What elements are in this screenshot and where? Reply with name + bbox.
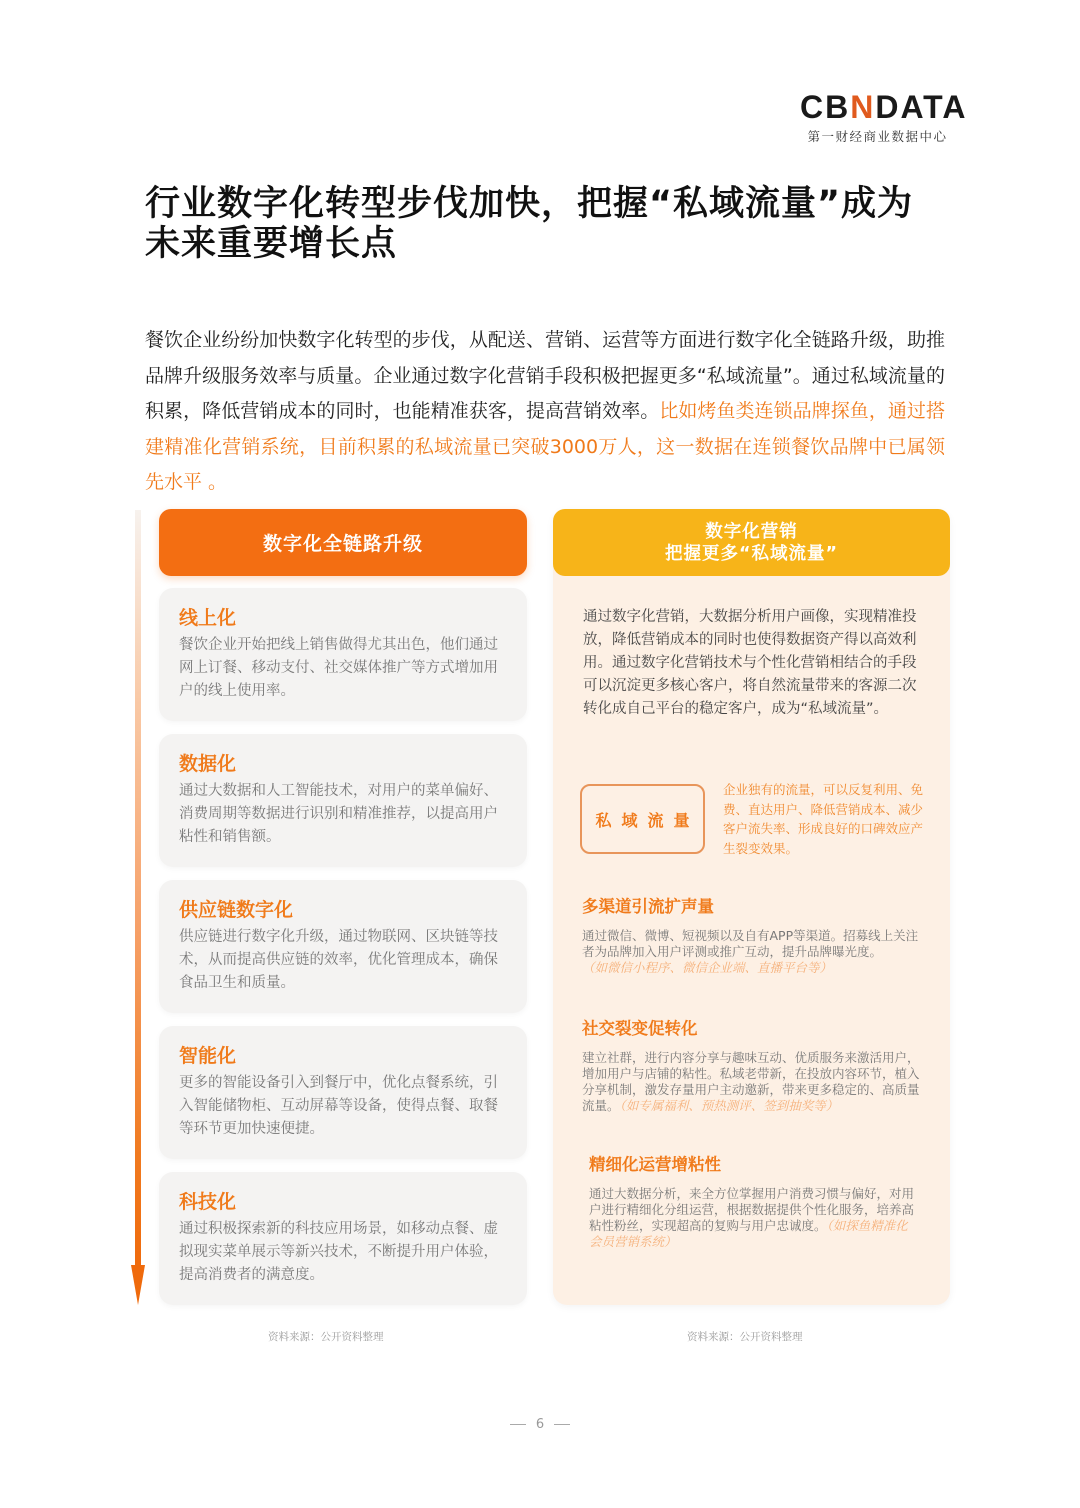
- step-title: 供应链数字化: [179, 899, 294, 921]
- divider: [510, 1424, 526, 1425]
- step-desc: 通过积极探索新的科技应用场景，如移动点餐、虚拟现实菜单展示等新兴技术，不断提升用户体验，提高消费者的满意度。: [179, 1221, 498, 1283]
- intro-text: 餐饮企业纷纷加快数字化转型的步伐，从配送、营销、运营等方面进行数字化全链路升级，助推品牌升级服务效率与质量。企业通过数字化营销手段积极把握更多“私域流量”。通过私域流量的积累，降低营销成本的同时，也能精准获客，提高营销效率。: [145, 329, 945, 422]
- section-example: （如探鱼精准化会员营销系统）: [589, 1218, 908, 1249]
- section-desc-text: 通过大数据分析，来全方位掌握用户消费习惯与偏好，对用户进行精细化分组运营，根据数据提供个性化服务，培养高粘性粉丝，实现超高的复购与用户忠诚度。: [589, 1186, 915, 1233]
- divider: [554, 1424, 570, 1425]
- digital-marketing-header: [553, 509, 950, 576]
- step-title: 智能化: [179, 1045, 237, 1067]
- page-number-value: 6: [535, 1417, 545, 1432]
- title-line-2: 未来重要增长点: [145, 224, 398, 264]
- step-card-online: [159, 588, 527, 721]
- digital-chain-header: 数字化全链路升级: [159, 509, 527, 576]
- section-fine-operation: [589, 1154, 919, 1250]
- section-title: 精细化运营增粘性: [589, 1155, 721, 1174]
- brand-logo: [800, 89, 968, 145]
- arrow-down-icon: [131, 1265, 145, 1305]
- logo-prefix: CB: [800, 89, 851, 125]
- section-desc-text: 通过微信、微博、短视频以及自有APP等渠道。招募线上关注者为品牌加入用户评测或推广互动，提升品牌曝光度。: [582, 928, 919, 959]
- header-line-2: 把握更多“私域流量”: [664, 543, 838, 564]
- step-card-technology: [159, 1172, 527, 1305]
- marketing-intro: 通过数字化营销，大数据分析用户画像，实现精准投放，降低营销成本的同时也使得数据资产得以高效利用。通过数字化营销技术与个性化营销相结合的手段可以沉淀更多核心客户，将自然流量带来的客源二次转化成自己平台的稳定客户，成为“私域流量”。: [583, 609, 917, 717]
- step-desc: 供应链进行数字化升级，通过物联网、区块链等技术，从而提高供应链的效率，优化管理成本，确保食品卫生和质量。: [179, 929, 498, 991]
- right-source-note: 资料来源：公开资料整理: [687, 1331, 803, 1343]
- header-line-1: 数字化营销: [705, 521, 798, 542]
- section-title: 社交裂变促转化: [582, 1019, 698, 1038]
- page-number: [0, 1417, 1080, 1432]
- section-example: （如微信小程序、微信企业端、直播平台等）: [582, 960, 833, 975]
- section-desc: [582, 928, 927, 976]
- section-multichannel: [582, 896, 927, 976]
- section-desc-text: 建立社群，进行内容分享与趣味互动、优质服务来激活用户，增加用户与店铺的粘性。私域老带新，在投放内容环节，植入分享机制，激发存量用户主动邀新，带来更多稳定的、高质量流量。: [582, 1050, 920, 1113]
- logo-mark-icon: N: [850, 89, 876, 125]
- step-desc: 餐饮企业开始把线上销售做得尤其出色，他们通过网上订餐、移动支付、社交媒体推广等方式增加用户的线上使用率。: [179, 637, 498, 699]
- section-desc: [582, 1050, 927, 1114]
- private-traffic-desc: 企业独有的流量，可以反复利用、免费、直达用户、降低营销成本、减少客户流失率、形成良好的口碑效应产生裂变效果。: [723, 782, 924, 856]
- step-title: 数据化: [179, 753, 237, 775]
- section-social-fission: [582, 1018, 927, 1114]
- timeline-bar: [135, 510, 141, 1270]
- intro-highlight: 比如烤鱼类连锁品牌探鱼，通过搭建精准化营销系统，目前积累的私域流量已突破3000万人，这一数据在连锁餐饮品牌中已属领先水平 。: [145, 400, 945, 493]
- section-title: 多渠道引流扩声量: [582, 897, 714, 916]
- logo-subtitle: 第一财经商业数据中心: [807, 129, 948, 144]
- step-card-intelligent: [159, 1026, 527, 1159]
- step-title: 线上化: [179, 607, 237, 629]
- title-line-1: 行业数字化转型步伐加快，把握“私域流量”成为: [145, 184, 914, 224]
- step-desc: 更多的智能设备引入到餐厅中，优化点餐系统，引入智能储物柜、互动屏幕等设备，使得点餐、取餐等环节更加快速便捷。: [179, 1075, 498, 1137]
- intro-paragraph: [145, 323, 945, 501]
- digital-chain-column: [159, 509, 527, 1305]
- logo-suffix: DATA: [875, 89, 968, 125]
- step-desc: 通过大数据和人工智能技术，对用户的菜单偏好、消费周期等数据进行识别和精准推荐，以提高用户粘性和销售额。: [179, 783, 498, 845]
- section-desc: [589, 1186, 919, 1250]
- section-example: （如专属福利、预热测评、签到抽奖等）: [619, 1098, 839, 1113]
- timeline-arrow: [131, 510, 145, 1310]
- digital-marketing-panel: [553, 509, 950, 1305]
- left-source-note: 资料来源：公开资料整理: [268, 1331, 384, 1343]
- step-title: 科技化: [179, 1191, 237, 1213]
- private-traffic-label: 私域流量: [580, 784, 705, 854]
- step-card-data: [159, 734, 527, 867]
- step-card-supply-chain: [159, 880, 527, 1013]
- logo-wordmark: [800, 89, 968, 125]
- page-title: [145, 184, 945, 264]
